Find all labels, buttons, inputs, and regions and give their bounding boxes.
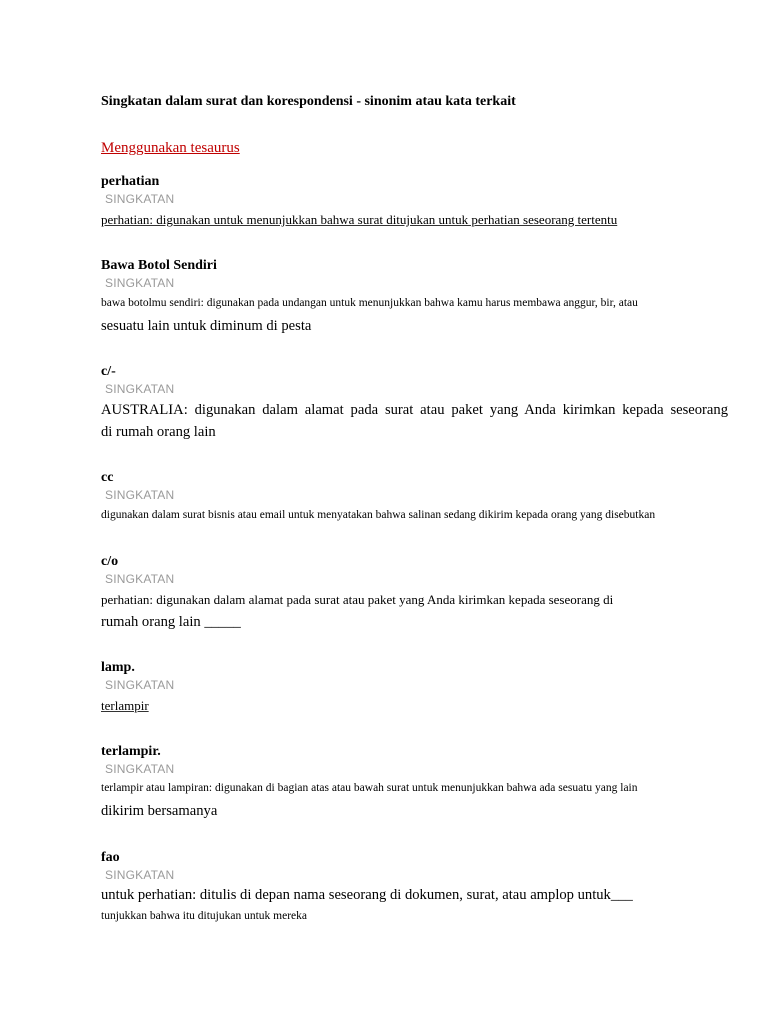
entry-definition: terlampir atau lampiran: digunakan di bagian atas atau bawah surat untuk menunjukkan bahwa ada sesuatu yang lain — [101, 782, 638, 794]
entry-term: c/o — [101, 554, 119, 569]
entry-term: lamp. — [101, 660, 135, 675]
entry-definition: perhatian: digunakan untuk menunjukkan bahwa surat ditujukan untuk perhatian seseorang tertentu — [101, 212, 618, 227]
entry-label: SINGKATAN — [105, 488, 175, 502]
entry-label: SINGKATAN — [105, 868, 175, 882]
entry-label: SINGKATAN — [105, 382, 175, 396]
page-title: Singkatan dalam surat dan korespondensi - sinonim atau kata terkait — [101, 94, 516, 109]
entry-label: SINGKATAN — [105, 192, 175, 206]
entry-label: SINGKATAN — [105, 572, 175, 586]
entry-term: Bawa Botol Sendiri — [101, 258, 217, 273]
entry-term: fao — [101, 850, 120, 865]
entry-definition: terlampir — [101, 698, 149, 713]
entry-term: c/- — [101, 364, 116, 379]
entry-term: cc — [101, 470, 114, 485]
entry-definition-continued: tunjukkan bahwa itu ditujukan untuk mereka — [101, 910, 307, 922]
entry-definition: perhatian: digunakan dalam alamat pada surat atau paket yang Anda kirimkan kepada seseorang di — [101, 592, 614, 607]
entry-term: perhatian — [101, 174, 160, 189]
entry-label: SINGKATAN — [105, 762, 175, 776]
entry-definition: AUSTRALIA: digunakan dalam alamat pada surat atau paket yang Anda kirimkan kepada seseorang — [101, 402, 728, 418]
entry-label: SINGKATAN — [105, 276, 175, 290]
entry-definition: bawa botolmu sendiri: digunakan pada undangan untuk menunjukkan bahwa kamu harus membawa anggur, bir, atau — [101, 297, 638, 309]
entry-definition-continued: rumah orang lain _____ — [101, 614, 241, 630]
entry-label: SINGKATAN — [105, 678, 175, 692]
entry-definition-continued: di rumah orang lain — [101, 424, 216, 440]
entry-definition-continued: sesuatu lain untuk diminum di pesta — [101, 318, 312, 334]
entry-definition: digunakan dalam surat bisnis atau email untuk menyatakan bahwa salinan sedang dikirim kepada orang yang disebutkan — [101, 509, 656, 521]
entry-definition-continued: dikirim bersamanya — [101, 803, 218, 819]
entry-term: terlampir. — [101, 744, 161, 759]
thesaurus-link[interactable]: Menggunakan tesaurus — [101, 140, 240, 156]
entry-definition: untuk perhatian: ditulis di depan nama seseorang di dokumen, surat, atau amplop untuk___ — [101, 887, 633, 903]
